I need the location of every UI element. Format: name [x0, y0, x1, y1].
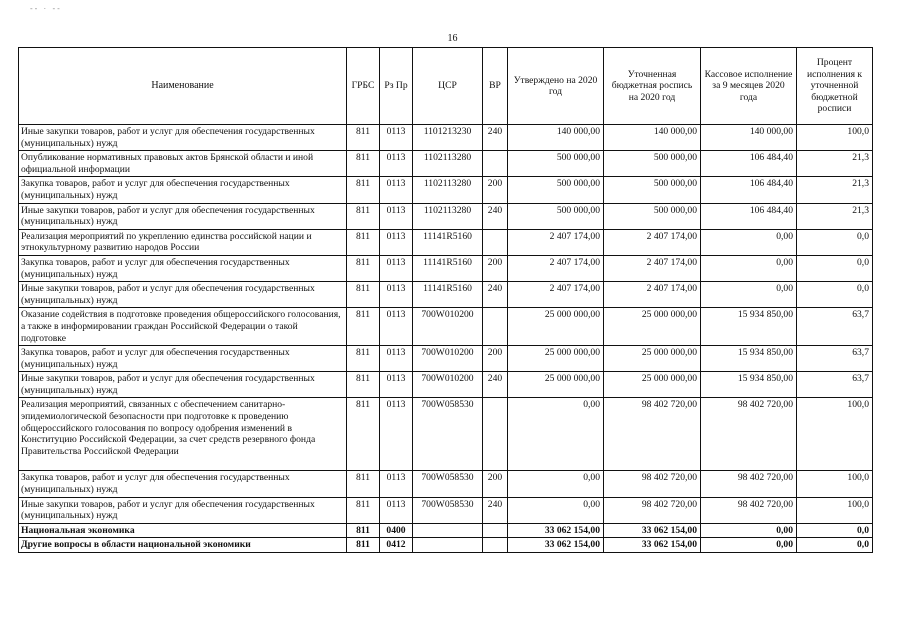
cell-approved: 0,00 — [508, 398, 604, 471]
cell-cash: 98 402 720,00 — [701, 471, 797, 497]
cell-grbs: 811 — [347, 308, 380, 346]
cell-percent: 0,0 — [797, 538, 873, 553]
cell-vr: 240 — [483, 282, 508, 308]
page-number: 16 — [447, 33, 458, 44]
cell-refined: 33 062 154,00 — [604, 538, 701, 553]
cell-approved: 140 000,00 — [508, 125, 604, 151]
cell-grbs: 811 — [347, 229, 380, 255]
cell-percent: 100,0 — [797, 398, 873, 471]
cell-vr: 240 — [483, 203, 508, 229]
cell-vr: 240 — [483, 497, 508, 523]
cell-rzpr: 0113 — [380, 308, 413, 346]
cell-refined: 98 402 720,00 — [604, 497, 701, 523]
cell-vr — [483, 523, 508, 538]
cell-csr: 1102113280 — [413, 203, 483, 229]
cell-vr: 200 — [483, 346, 508, 372]
scan-corner-mark: -- · -- — [30, 4, 62, 13]
cell-csr: 700W010200 — [413, 372, 483, 398]
table-body — [19, 125, 873, 553]
cell-approved: 500 000,00 — [508, 177, 604, 203]
cell-approved: 33 062 154,00 — [508, 538, 604, 553]
cell-percent: 0,0 — [797, 255, 873, 281]
table-row — [19, 203, 873, 229]
table-row — [19, 125, 873, 151]
header-approved: Утверждено на 2020 год — [508, 48, 604, 125]
cell-name: Иные закупки товаров, работ и услуг для обеспечения государственных (муниципальных) нужд — [19, 497, 347, 523]
cell-percent: 100,0 — [797, 471, 873, 497]
cell-csr: 11141R5160 — [413, 255, 483, 281]
cell-rzpr: 0400 — [380, 523, 413, 538]
cell-cash: 0,00 — [701, 538, 797, 553]
cell-csr: 700W010200 — [413, 346, 483, 372]
cell-csr — [413, 523, 483, 538]
cell-vr — [483, 398, 508, 471]
table-row — [19, 471, 873, 497]
cell-name: Национальная экономика — [19, 523, 347, 538]
cell-csr: 700W058530 — [413, 497, 483, 523]
cell-rzpr: 0113 — [380, 471, 413, 497]
cell-vr — [483, 308, 508, 346]
table-row — [19, 523, 873, 538]
header-name: Наименование — [19, 48, 347, 125]
cell-csr: 11141R5160 — [413, 229, 483, 255]
cell-approved: 25 000 000,00 — [508, 346, 604, 372]
table-row — [19, 538, 873, 553]
cell-approved: 25 000 000,00 — [508, 372, 604, 398]
cell-name: Закупка товаров, работ и услуг для обеспечения государственных (муниципальных) нужд — [19, 255, 347, 281]
cell-approved: 500 000,00 — [508, 151, 604, 177]
cell-name: Закупка товаров, работ и услуг для обеспечения государственных (муниципальных) нужд — [19, 346, 347, 372]
cell-rzpr: 0113 — [380, 372, 413, 398]
cell-vr: 200 — [483, 255, 508, 281]
cell-csr: 700W058530 — [413, 471, 483, 497]
cell-cash: 15 934 850,00 — [701, 308, 797, 346]
cell-csr: 1102113280 — [413, 151, 483, 177]
cell-rzpr: 0113 — [380, 282, 413, 308]
cell-name: Иные закупки товаров, работ и услуг для обеспечения государственных (муниципальных) нужд — [19, 203, 347, 229]
cell-cash: 0,00 — [701, 282, 797, 308]
table-row — [19, 398, 873, 471]
cell-percent: 21,3 — [797, 203, 873, 229]
cell-percent: 63,7 — [797, 372, 873, 398]
cell-cash: 98 402 720,00 — [701, 497, 797, 523]
table-header-row — [19, 48, 873, 125]
cell-approved: 500 000,00 — [508, 203, 604, 229]
cell-refined: 2 407 174,00 — [604, 282, 701, 308]
cell-name: Закупка товаров, работ и услуг для обеспечения государственных (муниципальных) нужд — [19, 177, 347, 203]
header-vr: ВР — [483, 48, 508, 125]
cell-cash: 15 934 850,00 — [701, 346, 797, 372]
cell-vr: 240 — [483, 372, 508, 398]
cell-cash: 106 484,40 — [701, 177, 797, 203]
cell-rzpr: 0412 — [380, 538, 413, 553]
cell-csr — [413, 538, 483, 553]
cell-rzpr: 0113 — [380, 229, 413, 255]
cell-grbs: 811 — [347, 538, 380, 553]
cell-rzpr: 0113 — [380, 177, 413, 203]
cell-refined: 25 000 000,00 — [604, 308, 701, 346]
cell-csr: 700W058530 — [413, 398, 483, 471]
cell-approved: 33 062 154,00 — [508, 523, 604, 538]
table-row — [19, 151, 873, 177]
cell-grbs: 811 — [347, 151, 380, 177]
cell-name: Реализация мероприятий по укреплению единства российской нации и этнокультурному развитию народов России — [19, 229, 347, 255]
cell-percent: 63,7 — [797, 308, 873, 346]
cell-cash: 0,00 — [701, 255, 797, 281]
cell-percent: 100,0 — [797, 497, 873, 523]
cell-grbs: 811 — [347, 255, 380, 281]
cell-refined: 500 000,00 — [604, 203, 701, 229]
cell-percent: 63,7 — [797, 346, 873, 372]
cell-csr: 1101213230 — [413, 125, 483, 151]
header-grbs: ГРБС — [347, 48, 380, 125]
budget-table — [18, 47, 873, 553]
cell-grbs: 811 — [347, 282, 380, 308]
cell-csr: 1102113280 — [413, 177, 483, 203]
table-row — [19, 308, 873, 346]
cell-name: Реализация мероприятий, связанных с обеспечением санитарно-эпидемиологической безопасности при подготовке к проведению общероссийского голосования по вопросу одобрения изменений в Конституцию Российской Федерации, за счет средств резервного фонда Правительства Российской Федерации — [19, 398, 347, 471]
cell-approved: 2 407 174,00 — [508, 229, 604, 255]
cell-name: Иные закупки товаров, работ и услуг для обеспечения государственных (муниципальных) нужд — [19, 372, 347, 398]
cell-refined: 500 000,00 — [604, 177, 701, 203]
cell-vr: 200 — [483, 471, 508, 497]
cell-vr — [483, 538, 508, 553]
cell-csr: 700W010200 — [413, 308, 483, 346]
header-rzpr: Рз Пр — [380, 48, 413, 125]
cell-rzpr: 0113 — [380, 203, 413, 229]
cell-percent: 0,0 — [797, 523, 873, 538]
table-row — [19, 229, 873, 255]
cell-name: Опубликование нормативных правовых актов Брянской области и иной официальной информации — [19, 151, 347, 177]
cell-approved: 2 407 174,00 — [508, 282, 604, 308]
cell-approved: 0,00 — [508, 471, 604, 497]
cell-percent: 21,3 — [797, 177, 873, 203]
table-row — [19, 255, 873, 281]
cell-cash: 98 402 720,00 — [701, 398, 797, 471]
cell-cash: 15 934 850,00 — [701, 372, 797, 398]
cell-cash: 0,00 — [701, 523, 797, 538]
cell-refined: 98 402 720,00 — [604, 471, 701, 497]
table-row — [19, 346, 873, 372]
cell-grbs: 811 — [347, 523, 380, 538]
cell-approved: 0,00 — [508, 497, 604, 523]
header-percent: Процент исполнения к уточненной бюджетной росписи — [797, 48, 873, 125]
cell-refined: 140 000,00 — [604, 125, 701, 151]
cell-refined: 2 407 174,00 — [604, 229, 701, 255]
cell-rzpr: 0113 — [380, 255, 413, 281]
cell-grbs: 811 — [347, 471, 380, 497]
cell-grbs: 811 — [347, 497, 380, 523]
cell-name: Иные закупки товаров, работ и услуг для обеспечения государственных (муниципальных) нужд — [19, 125, 347, 151]
cell-approved: 25 000 000,00 — [508, 308, 604, 346]
cell-name: Закупка товаров, работ и услуг для обеспечения государственных (муниципальных) нужд — [19, 471, 347, 497]
cell-vr: 200 — [483, 177, 508, 203]
cell-rzpr: 0113 — [380, 497, 413, 523]
cell-name: Оказание содействия в подготовке проведения общероссийского голосования, а также в информировании граждан Российской Федерации о такой подготовке — [19, 308, 347, 346]
cell-refined: 98 402 720,00 — [604, 398, 701, 471]
cell-grbs: 811 — [347, 125, 380, 151]
cell-grbs: 811 — [347, 398, 380, 471]
cell-refined: 2 407 174,00 — [604, 255, 701, 281]
cell-refined: 25 000 000,00 — [604, 346, 701, 372]
cell-grbs: 811 — [347, 203, 380, 229]
header-cash: Кассовое исполнение за 9 месяцев 2020 года — [701, 48, 797, 125]
cell-refined: 500 000,00 — [604, 151, 701, 177]
table-row — [19, 372, 873, 398]
table-row — [19, 282, 873, 308]
table-row — [19, 497, 873, 523]
cell-cash: 0,00 — [701, 229, 797, 255]
table-row — [19, 177, 873, 203]
cell-cash: 140 000,00 — [701, 125, 797, 151]
cell-cash: 106 484,40 — [701, 203, 797, 229]
cell-rzpr: 0113 — [380, 125, 413, 151]
cell-refined: 33 062 154,00 — [604, 523, 701, 538]
header-refined: Уточненная бюджетная роспись на 2020 год — [604, 48, 701, 125]
cell-grbs: 811 — [347, 346, 380, 372]
cell-name: Иные закупки товаров, работ и услуг для обеспечения государственных (муниципальных) нужд — [19, 282, 347, 308]
cell-percent: 100,0 — [797, 125, 873, 151]
cell-percent: 0,0 — [797, 229, 873, 255]
cell-rzpr: 0113 — [380, 151, 413, 177]
cell-name: Другие вопросы в области национальной экономики — [19, 538, 347, 553]
cell-percent: 21,3 — [797, 151, 873, 177]
cell-cash: 106 484,40 — [701, 151, 797, 177]
cell-rzpr: 0113 — [380, 398, 413, 471]
cell-vr — [483, 151, 508, 177]
cell-grbs: 811 — [347, 177, 380, 203]
cell-percent: 0,0 — [797, 282, 873, 308]
cell-vr: 240 — [483, 125, 508, 151]
cell-csr: 11141R5160 — [413, 282, 483, 308]
cell-grbs: 811 — [347, 372, 380, 398]
cell-refined: 25 000 000,00 — [604, 372, 701, 398]
cell-rzpr: 0113 — [380, 346, 413, 372]
header-csr: ЦСР — [413, 48, 483, 125]
cell-vr — [483, 229, 508, 255]
cell-approved: 2 407 174,00 — [508, 255, 604, 281]
